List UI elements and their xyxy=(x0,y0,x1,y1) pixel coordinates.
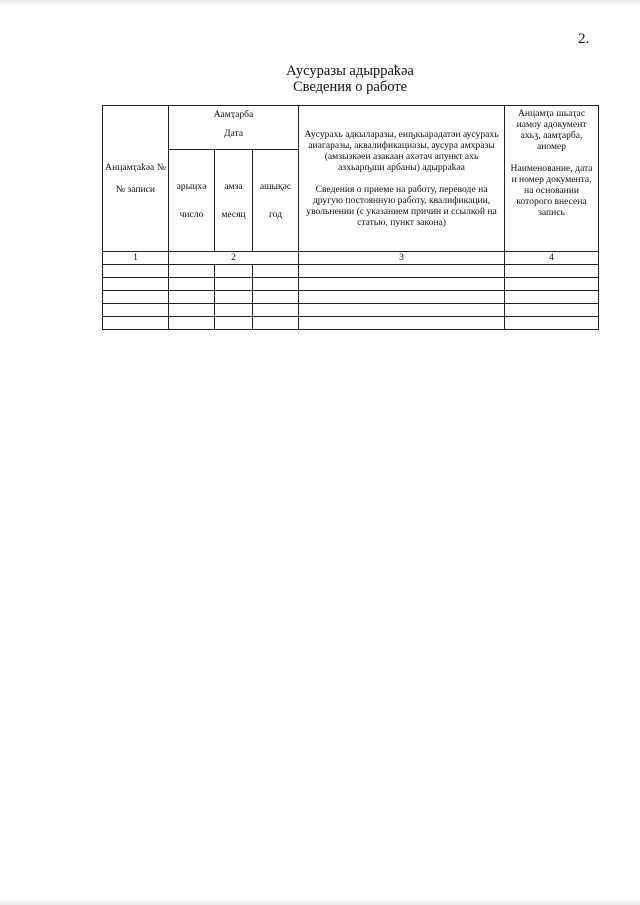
header-day-ab: арыцхә xyxy=(176,181,207,192)
header-day xyxy=(169,150,215,252)
table-cell xyxy=(505,278,599,291)
header-spacer xyxy=(302,173,501,184)
header-year-ru: год xyxy=(268,209,283,220)
work-record-table xyxy=(102,105,599,330)
header-day-ru: число xyxy=(179,209,204,220)
header-date-ru: Дата xyxy=(223,128,244,139)
header-work-info xyxy=(299,106,505,252)
header-date xyxy=(169,106,299,150)
table-cell xyxy=(505,265,599,278)
column-number-2: 2 xyxy=(169,252,299,265)
table-cell xyxy=(215,278,253,291)
table-cell xyxy=(103,291,169,304)
table-cell xyxy=(253,304,299,317)
table-cell xyxy=(103,304,169,317)
title-abkhaz: Аусуразы адырраҟәа xyxy=(286,63,414,79)
table-cell xyxy=(103,278,169,291)
table-cell xyxy=(169,304,215,317)
table-cell xyxy=(169,291,215,304)
table-row xyxy=(103,265,599,278)
column-number-1: 1 xyxy=(103,252,169,265)
page-title xyxy=(0,63,640,95)
table-cell xyxy=(299,265,505,278)
header-month-ru: месяц xyxy=(221,209,246,220)
header-record-number-ru: № записи xyxy=(115,184,156,195)
header-spacer xyxy=(508,152,595,163)
table-cell xyxy=(299,304,505,317)
table-header-row xyxy=(103,106,599,150)
header-spacer xyxy=(103,173,168,184)
header-date-ab: Аамҭарба xyxy=(213,109,254,120)
table-cell xyxy=(169,278,215,291)
table-cell xyxy=(103,265,169,278)
table-cell xyxy=(215,291,253,304)
scan-edge-bottom xyxy=(0,899,640,905)
table-cell xyxy=(299,317,505,330)
header-month-ab: амза xyxy=(224,181,243,192)
header-work-info-ru: Сведения о приеме на работу, переводе на другую постоянную работу, квалификации, увольнении (с указанием причин и ссылкой на статью, пункт закона) xyxy=(306,184,497,228)
table-cell xyxy=(215,265,253,278)
table-cell xyxy=(169,317,215,330)
table-cell xyxy=(103,317,169,330)
table-row xyxy=(103,291,599,304)
header-month xyxy=(215,150,253,252)
table-cell xyxy=(253,291,299,304)
table-cell xyxy=(505,291,599,304)
column-number-row xyxy=(103,252,599,265)
table-cell xyxy=(299,291,505,304)
table-empty-rows xyxy=(103,265,599,330)
table-cell xyxy=(215,304,253,317)
scan-edge-top xyxy=(0,0,640,6)
table-cell xyxy=(253,278,299,291)
header-year xyxy=(253,150,299,252)
table-row xyxy=(103,278,599,291)
table-cell xyxy=(299,278,505,291)
table-cell xyxy=(169,265,215,278)
header-work-info-ab: Аусурахь адкыларазы, еиҧкьарадатәи аусурахь аиагаразы, аквалификациазы, аусура амхразы (амзызкәеи азакаан ахәтач апункт ахь азхьарҧши арбаны) адырраҟәа xyxy=(304,129,499,173)
header-record-number xyxy=(103,106,169,252)
table-cell xyxy=(505,317,599,330)
column-number-3: 3 xyxy=(299,252,505,265)
header-record-number-ab: Анцамҭаҟәа № xyxy=(105,162,166,173)
header-document xyxy=(505,106,599,252)
table-row xyxy=(103,317,599,330)
column-number-4: 4 xyxy=(505,252,599,265)
table-cell xyxy=(253,317,299,330)
page-number: 2. xyxy=(578,31,590,47)
header-document-ab: Анцамҭа шьаҭас иамоу адокумент ахьӡ, аамҭарба, аномер xyxy=(516,108,587,152)
header-document-ru: Наименование, дата и номер документа, на основании которого внесена запись xyxy=(510,163,593,218)
table-cell xyxy=(505,304,599,317)
table-cell xyxy=(215,317,253,330)
table-cell xyxy=(253,265,299,278)
table-row xyxy=(103,304,599,317)
header-year-ab: ашықәс xyxy=(259,181,292,192)
title-russian: Сведения о работе xyxy=(292,79,408,95)
